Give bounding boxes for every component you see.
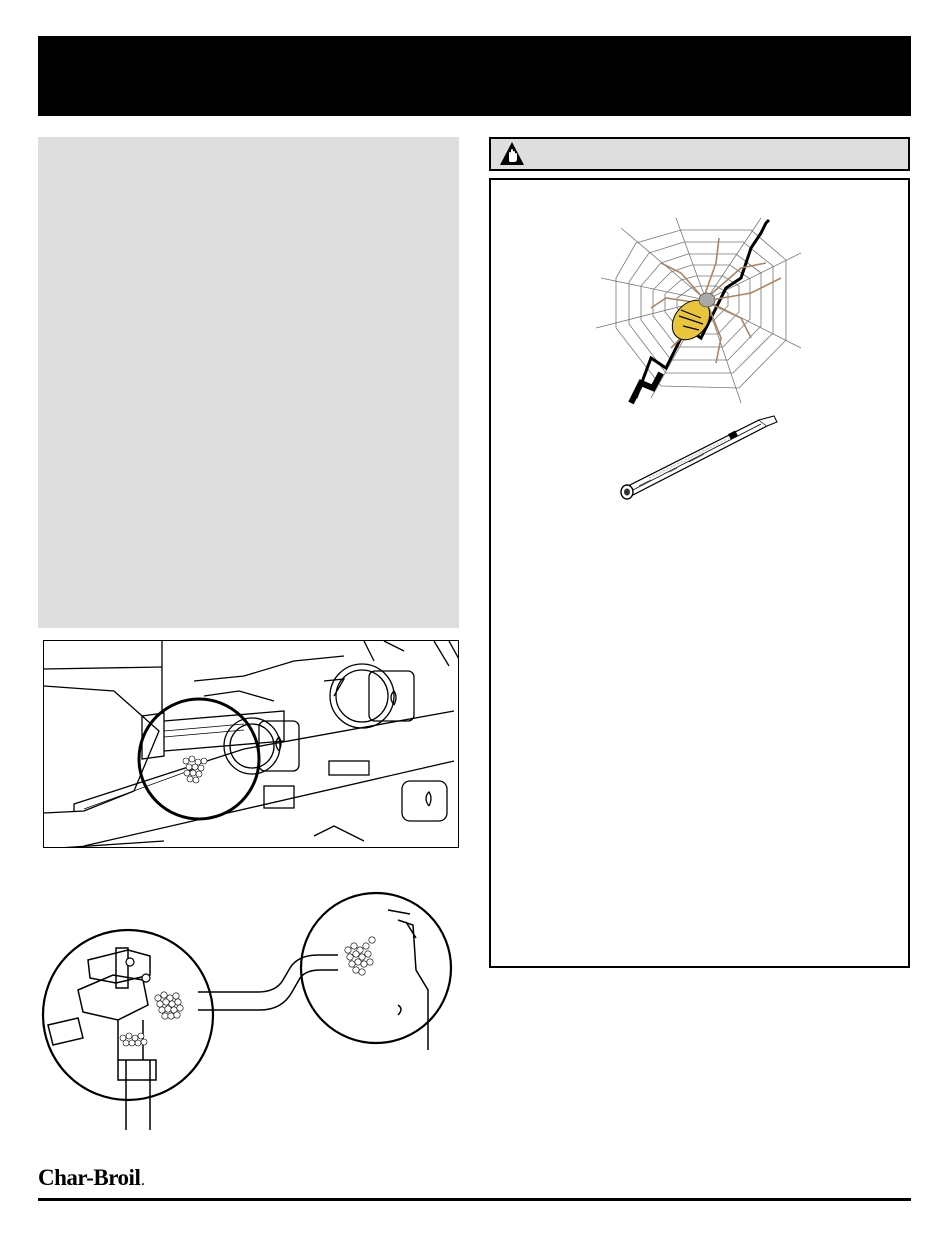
footer-rule bbox=[38, 1198, 911, 1201]
brand-name: Char-Broil bbox=[38, 1165, 141, 1190]
burner-tube-illustration bbox=[609, 408, 784, 518]
header-bar bbox=[38, 36, 911, 116]
warning-header bbox=[489, 137, 910, 171]
instructions-panel bbox=[38, 137, 459, 628]
warning-box bbox=[489, 178, 910, 968]
valve-detail-illustration bbox=[38, 880, 458, 1130]
grill-valve-area-illustration bbox=[43, 640, 459, 848]
brand-mark: . bbox=[141, 1174, 144, 1188]
spider-web-illustration bbox=[591, 208, 806, 408]
hand-stop-warning-icon bbox=[499, 141, 525, 167]
char-broil-logo bbox=[38, 1165, 144, 1191]
